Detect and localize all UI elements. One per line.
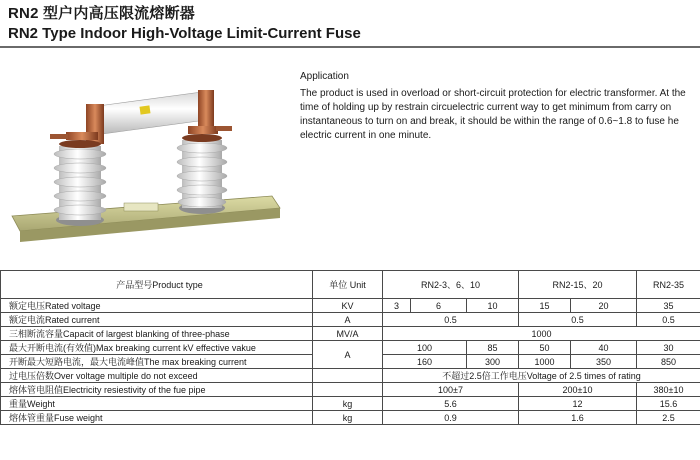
- cell-value: 不超过2.5倍工作电压Voltage of 2.5 times of rating: [383, 369, 700, 383]
- header-unit: 单位 Unit: [313, 271, 383, 299]
- table-row: [1, 327, 700, 341]
- specification-table: [0, 270, 700, 425]
- cell-value: 15: [519, 299, 571, 313]
- row-label: 三相断流容量Capacit of largest blanking of three-phase: [1, 327, 313, 341]
- row-unit: kg: [313, 397, 383, 411]
- title-english: RN2 Type Indoor High-Voltage Limit-Current Fuse: [8, 25, 361, 42]
- page-header: [8, 4, 692, 44]
- cell-value: 50: [519, 341, 571, 355]
- row-label: 熔体管重量Fuse weight: [1, 411, 313, 425]
- cell-value: 12: [519, 397, 637, 411]
- table-row: [1, 397, 700, 411]
- cell-value: 1000: [383, 327, 700, 341]
- cell-value: 5.6: [383, 397, 519, 411]
- row-label: 额定电流Rated current: [1, 313, 313, 327]
- cell-value: 160: [383, 355, 467, 369]
- cell-value: 3: [383, 299, 411, 313]
- header-group-rn2-3-6-10: RN2-3、6、10: [383, 271, 519, 299]
- cell-value: 1.6: [519, 411, 637, 425]
- cell-value: 85: [467, 341, 519, 355]
- cell-value: 6: [411, 299, 467, 313]
- row-unit: KV: [313, 299, 383, 313]
- left-insulator: [54, 146, 106, 226]
- right-insulator: [177, 140, 227, 214]
- application-section: [300, 70, 696, 143]
- header-group-rn2-35: RN2-35: [637, 271, 700, 299]
- cell-value: 1000: [519, 355, 571, 369]
- table-header-row: [1, 271, 700, 299]
- table-row: [1, 341, 700, 355]
- title-chinese: RN2 型户内高压限流熔断器: [8, 5, 195, 22]
- header-product-type: 产品型号Product type: [1, 271, 313, 299]
- row-unit: kg: [313, 411, 383, 425]
- base-plate: [12, 196, 280, 242]
- cell-value: 100: [383, 341, 467, 355]
- table-row: [1, 411, 700, 425]
- cell-value: 2.5: [637, 411, 700, 425]
- cell-value: 0.9: [383, 411, 519, 425]
- cell-value: 300: [467, 355, 519, 369]
- row-unit: A: [313, 313, 383, 327]
- cell-value: 20: [571, 299, 637, 313]
- row-label: 开断最大短路电流，最大电流峰值The max breaking current: [1, 355, 313, 369]
- table-row: [1, 383, 700, 397]
- cell-value: 380±10: [637, 383, 700, 397]
- application-text: The product is used in overload or short-circuit protection for electric transformer. At the time of holding up by restrain circuelectric current way to get minimum from carry on instantaneous to turn on and break, it should be within the range of 0.6~1.8 to fuse he electric current in one minute.: [300, 88, 686, 141]
- cell-value: 10: [467, 299, 519, 313]
- header-group-rn2-15-20: RN2-15、20: [519, 271, 637, 299]
- cell-value: 30: [637, 341, 700, 355]
- row-unit: A: [313, 341, 383, 369]
- cell-value: 15.6: [637, 397, 700, 411]
- row-label: 重量Weight: [1, 397, 313, 411]
- cell-value: 40: [571, 341, 637, 355]
- table-row: [1, 369, 700, 383]
- cell-value: 850: [637, 355, 700, 369]
- cell-value: 350: [571, 355, 637, 369]
- row-unit: [313, 369, 383, 383]
- cell-value: 200±10: [519, 383, 637, 397]
- application-heading: Application: [300, 71, 349, 82]
- cell-value: 0.5: [519, 313, 637, 327]
- row-unit: [313, 383, 383, 397]
- row-unit: MV/A: [313, 327, 383, 341]
- left-contact: [50, 104, 104, 148]
- row-label: 熔体管电阻值Electricity resiestivity of the fue pipe: [1, 383, 313, 397]
- cell-value: 35: [637, 299, 700, 313]
- row-label: 额定电压Rated voltage: [1, 299, 313, 313]
- table-row: [1, 299, 700, 313]
- header-divider: [0, 46, 700, 48]
- cell-value: 0.5: [637, 313, 700, 327]
- table-row: [1, 313, 700, 327]
- row-label: 过电压倍数Over voltage multiple do not exceed: [1, 369, 313, 383]
- fuse-product-photo: [6, 68, 286, 253]
- row-label: 最大开断电流(有效值)Max breaking current kV effective vakue: [1, 341, 313, 355]
- cell-value: 100±7: [383, 383, 519, 397]
- cell-value: 0.5: [383, 313, 519, 327]
